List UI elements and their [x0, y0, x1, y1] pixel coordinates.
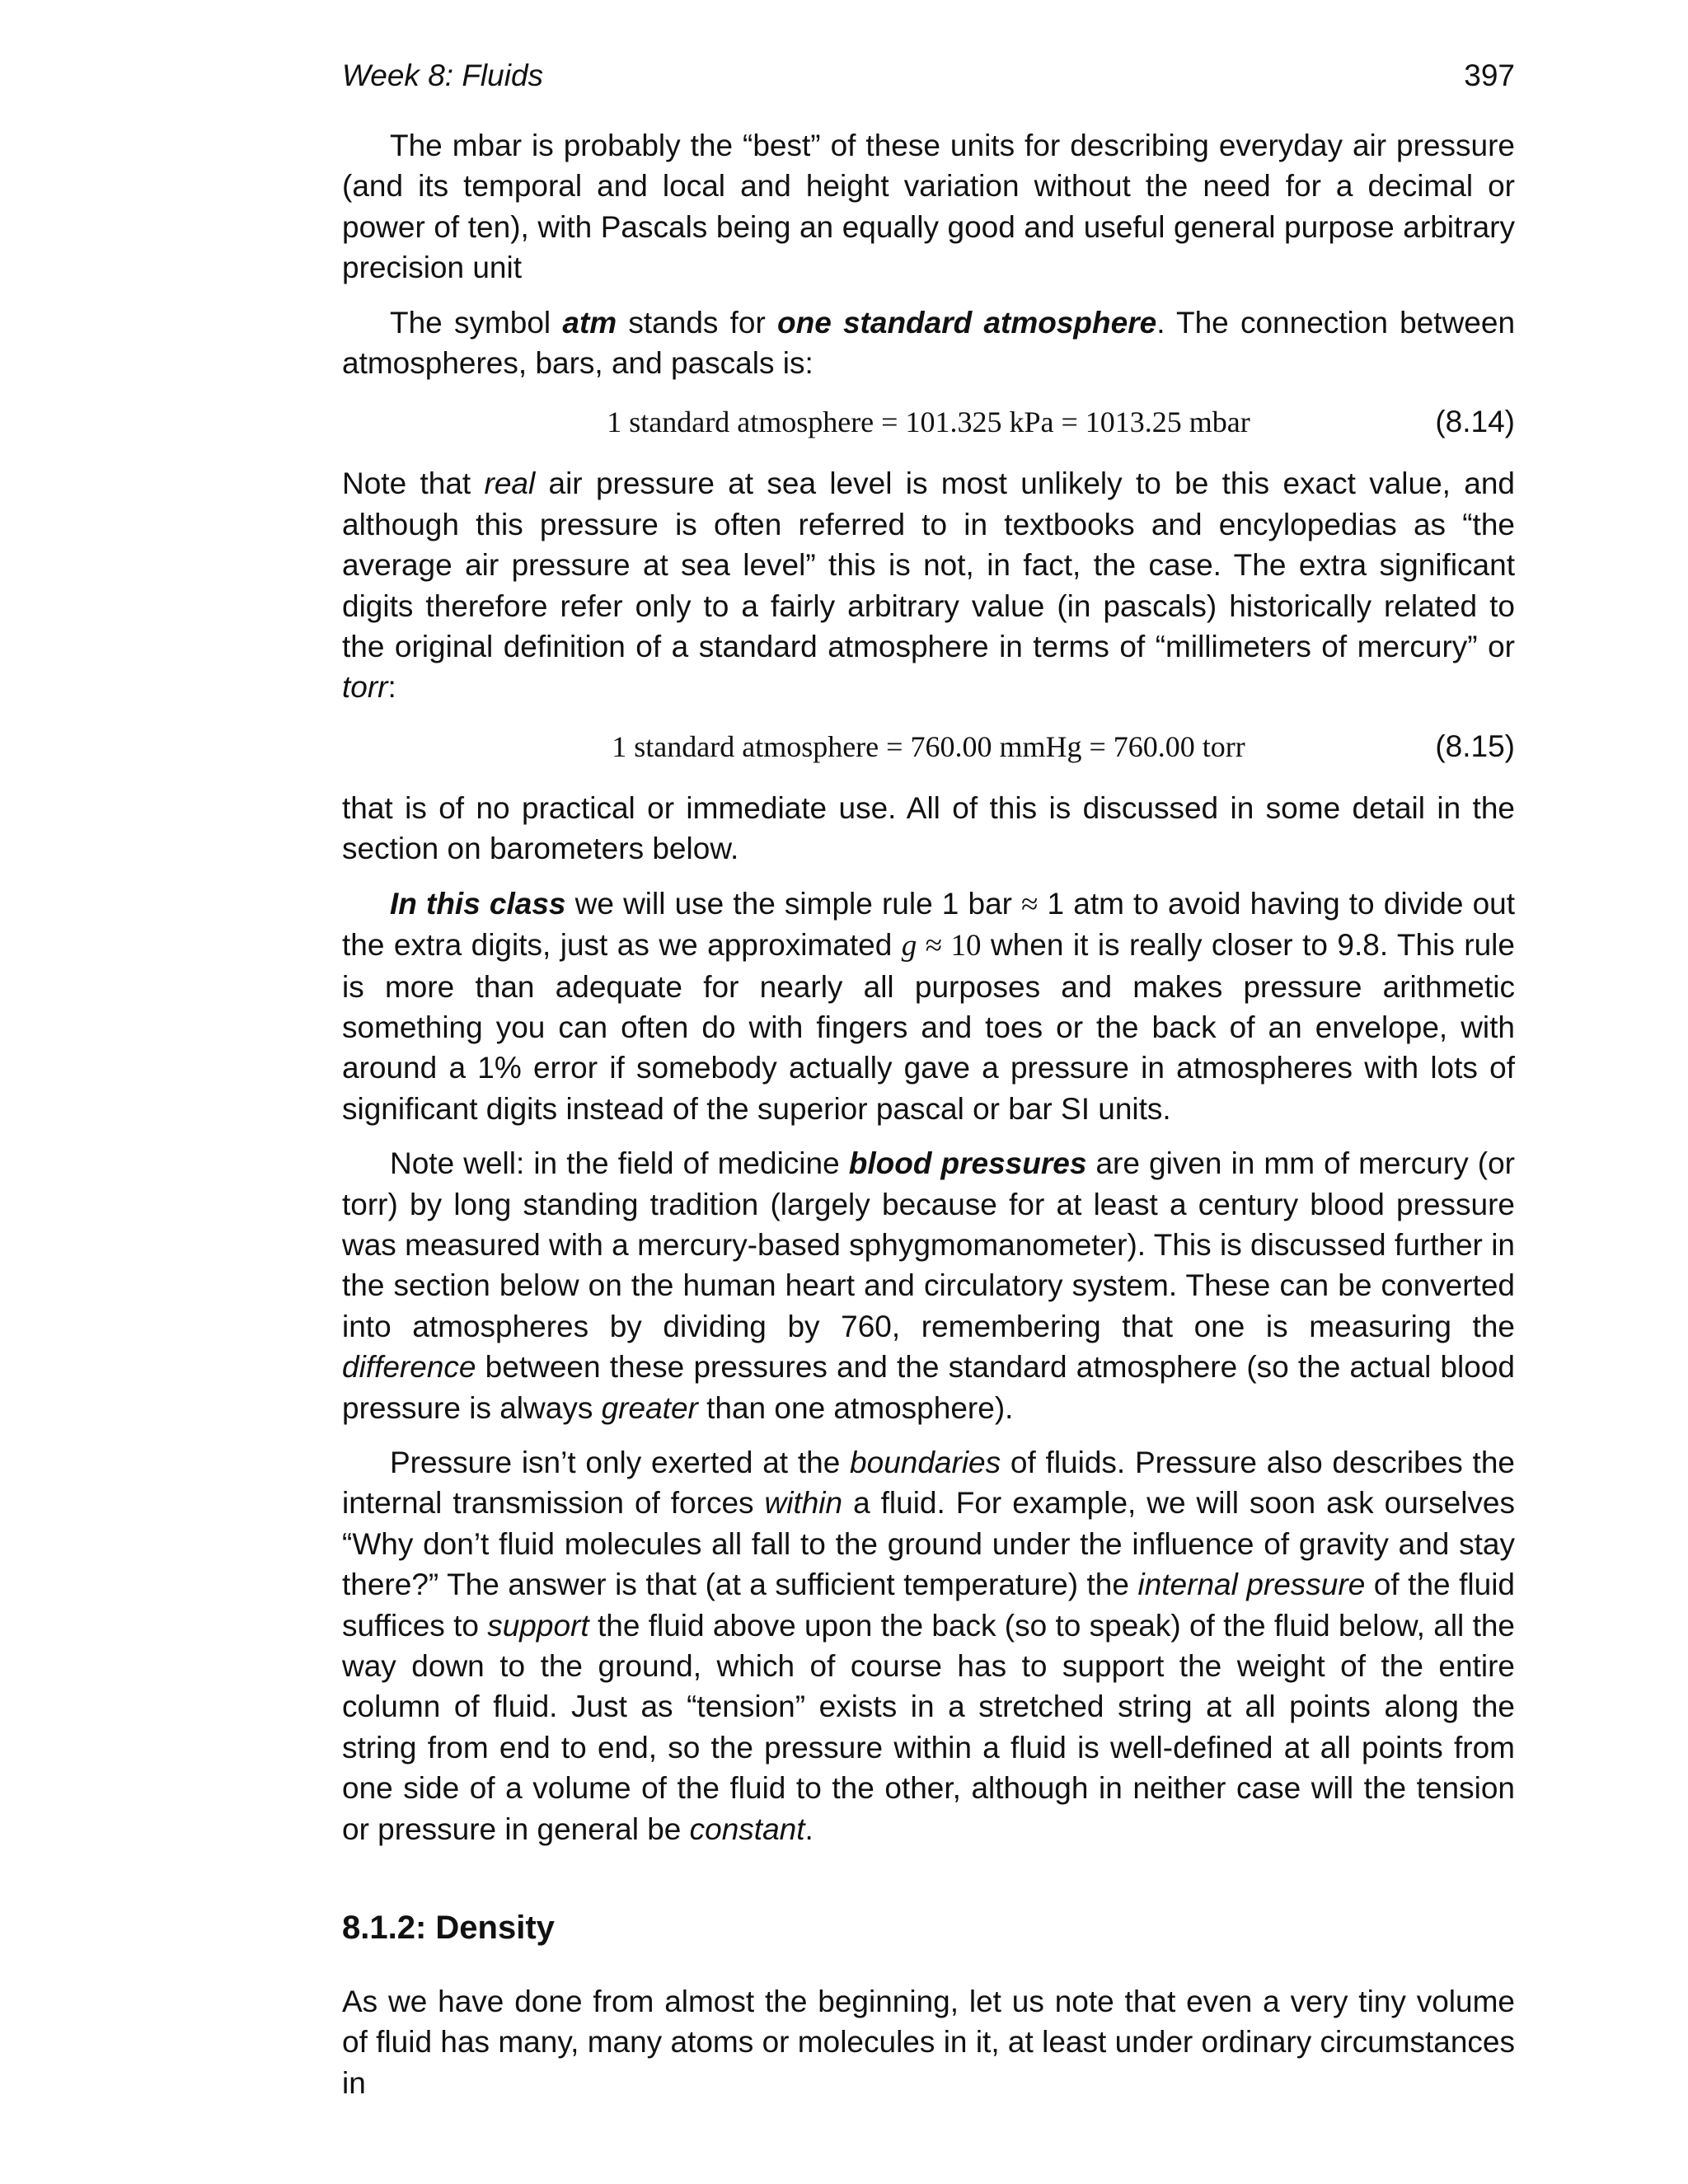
text-run: The symbol — [390, 305, 563, 340]
running-header — [342, 58, 1515, 94]
emphasis-difference: difference — [342, 1350, 476, 1385]
text-run: Pressure isn’t only exerted at the — [390, 1445, 851, 1479]
emphasis-internal-pressure: internal pressure — [1137, 1568, 1366, 1602]
approx-symbol: ≈ — [1021, 887, 1039, 921]
equation-8-14 — [342, 397, 1515, 447]
text-run: are given in mm of mercury (or torr) by long standing tradition (largely because for at least a century blood pressure was measured with a mercury-based sphygmomanometer). This is discussed further in the section below on the human heart and circulatory system. These can be converted into atmospheres by dividing by 760, remembering that one is measuring the — [342, 1146, 1516, 1343]
text-run: . The connection between atmospheres, bars, and pascals is: — [342, 305, 1516, 381]
paragraph-text: As we have done from almost the beginning, let us note that even a very tiny volume of fluid has many, many atoms or molecules in it, at least under ordinary circumstances in — [342, 1985, 1515, 2100]
text-run: between these pressures and the standard atmosphere (so the actual blood pressure is always — [342, 1350, 1515, 1425]
equation-body: 1 standard atmosphere = 760.00 mmHg = 760.00 torr — [612, 729, 1245, 763]
paragraph-real-pressure — [342, 463, 1515, 707]
term-one-standard-atmosphere: one standard atmosphere — [777, 305, 1157, 340]
emphasis-support: support — [487, 1608, 589, 1643]
emphasis-constant: constant — [689, 1811, 805, 1846]
emphasis-boundaries: boundaries — [850, 1445, 1001, 1479]
text-run: : — [387, 670, 396, 705]
term-atm: atm — [562, 305, 617, 340]
math-approx-10: ≈ 10 — [917, 929, 982, 963]
paragraph-atm-symbol — [342, 302, 1515, 384]
equation-body: 1 standard atmosphere = 101.325 kPa = 1013.25 mbar — [607, 405, 1250, 439]
text-run: . — [804, 1811, 814, 1846]
text-run: the fluid above upon the back (so to speak) of the fluid below, all the way down to the ground, which of course has to support the weight of the entire column of fluid. Just as “tension” exists in a stretched string at all points along the string from end to end, so the pressure within a fluid is well-defined at all points from one side of a volume of the fluid to the other, although in neither case will the tension or pressure in general be — [342, 1608, 1516, 1846]
text-run: of fluids. Pressure also describes the internal transmission of forces — [342, 1445, 1515, 1521]
emphasis-real: real — [484, 466, 536, 501]
equation-number: (8.15) — [1435, 729, 1515, 763]
math-g: g — [901, 929, 917, 963]
text-run: 1 atm to avoid having to divide out the extra digits, just as we approximated — [342, 886, 1516, 963]
emphasis-within: within — [764, 1486, 843, 1521]
page-number: 397 — [1464, 59, 1515, 92]
text-run: a fluid. For example, we will soon ask ourselves “Why don’t fluid molecules all fall to the ground under the influence of gravity and stay there?” The answer is that (at a sufficient temperature) the — [342, 1486, 1515, 1602]
section-heading-density: 8.1.2: Density — [342, 1910, 555, 1947]
paragraph-internal-pressure — [342, 1442, 1515, 1849]
emphasis-torr: torr — [342, 670, 388, 705]
paragraph-no-practical-use — [342, 788, 1515, 869]
text-run: than one atmosphere). — [697, 1390, 1014, 1425]
term-in-this-class: In this class — [390, 886, 566, 921]
paragraph-in-this-class — [342, 883, 1515, 1129]
equation-8-15 — [342, 722, 1515, 771]
text-run: of the fluid suffices to — [342, 1568, 1515, 1643]
text-run: when it is really closer to 9.8. This rule is more than adequate for nearly all purposes and makes pressure arithmetic something you can often do with fingers and toes or the back of an envelope, with around a 1% error if somebody actually gave a pressure in atmospheres with lots of significant digits instead of the superior pascal or bar SI units. — [342, 928, 1515, 1126]
emphasis-greater: greater — [601, 1390, 698, 1425]
paragraph-mbar — [342, 125, 1515, 288]
paragraph-text: that is of no practical or immediate use. All of this is discussed in some detail in the section on barometers below. — [342, 790, 1515, 866]
chapter-title: Week 8: Fluids — [342, 59, 544, 92]
equation-number: (8.14) — [1435, 405, 1515, 439]
paragraph-density-intro — [342, 1981, 1515, 2103]
paragraph-blood-pressure — [342, 1143, 1515, 1428]
document-page — [342, 58, 1515, 2117]
text-run: we will use the simple rule 1 bar — [565, 886, 1022, 921]
text-run: Note well: in the field of medicine — [390, 1146, 849, 1181]
term-blood-pressures: blood pressures — [848, 1146, 1087, 1181]
text-run: Note that — [342, 466, 485, 501]
text-run: stands for — [617, 305, 777, 340]
text-run: air pressure at sea level is most unlikely to be this exact value, and although this pressure is often referred to in textbooks and encylopedias as “the average air pressure at sea level” this is not, in fact, the case. The extra significant digits therefore refer only to a fairly arbitrary value (in pascals) historically related to the original definition of a standard atmosphere in terms of “millimeters of mercury” or — [342, 466, 1515, 664]
paragraph-mbar-text: The mbar is probably the “best” of these units for describing everyday air pressure (and its temporal and local and height variation without the need for a decimal or power of ten), with Pascals being an equally good and useful general purpose arbitrary precision unit — [342, 129, 1515, 285]
